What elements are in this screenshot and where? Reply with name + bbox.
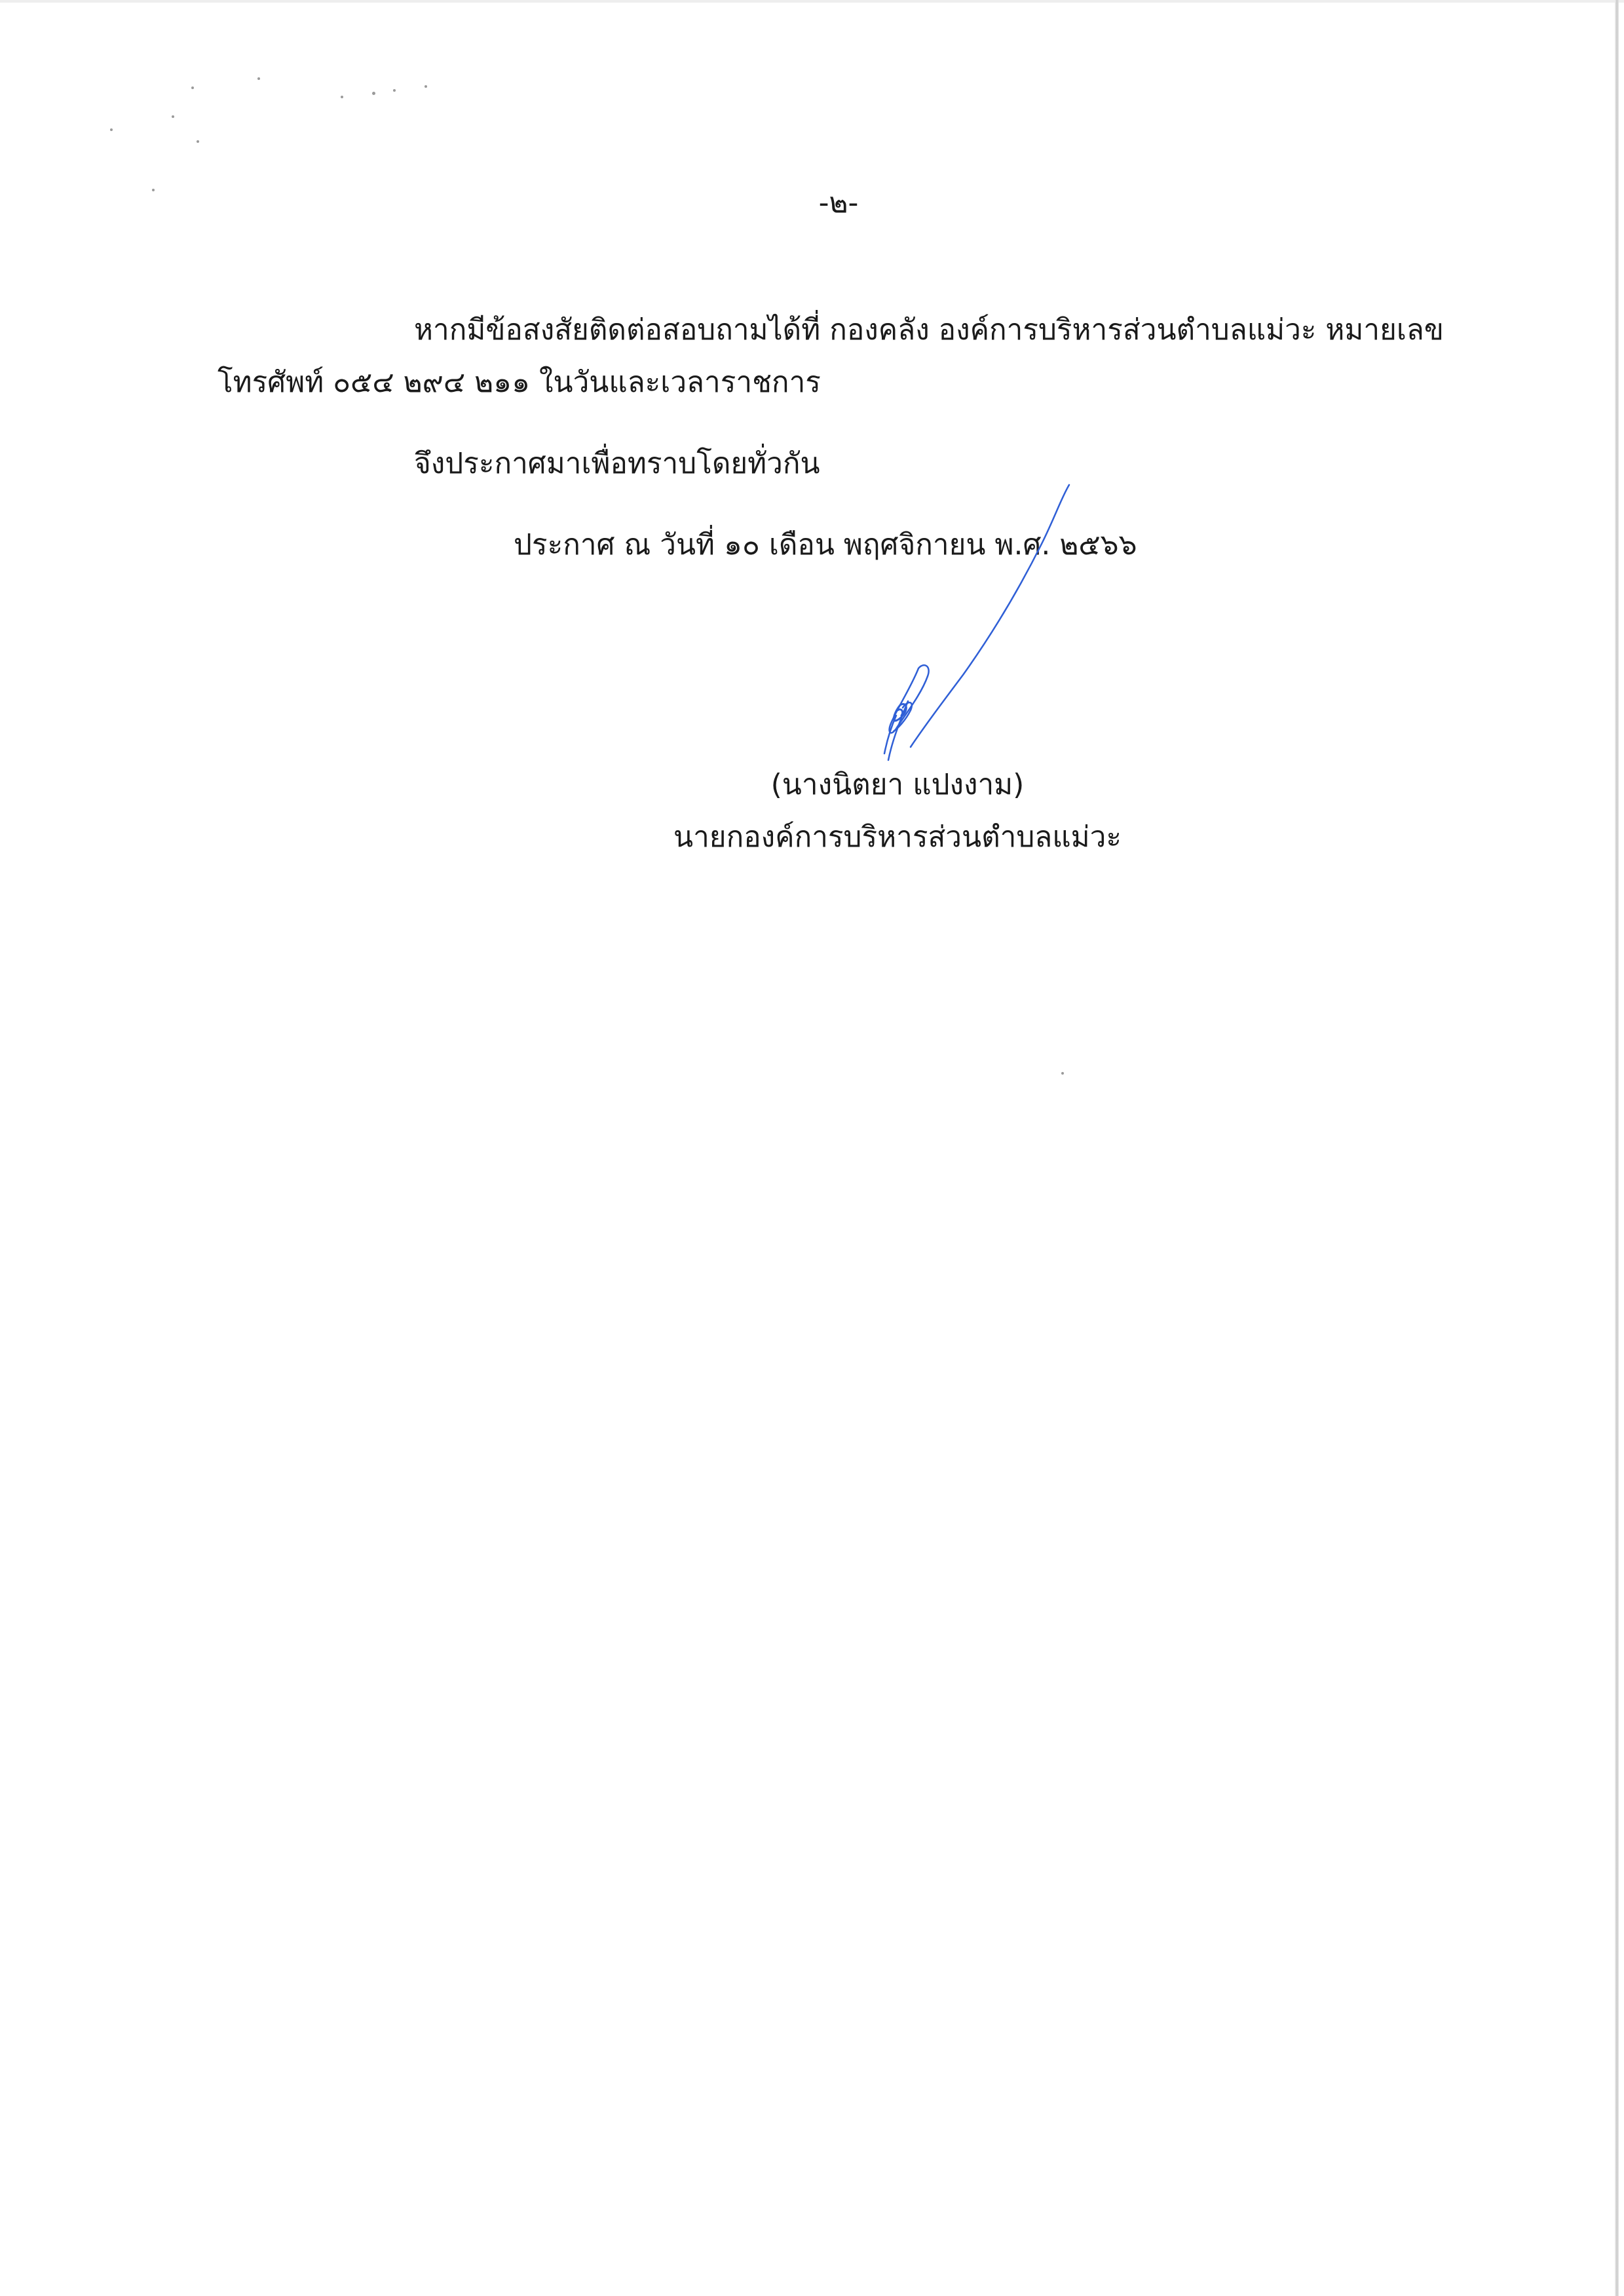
scan-speck <box>393 89 396 92</box>
signatory-name: (นางนิตยา แปงงาม) <box>770 768 1025 801</box>
scan-speck <box>257 77 260 80</box>
scan-speck <box>1061 1072 1064 1075</box>
handwritten-signature <box>845 472 1107 813</box>
scan-speck <box>425 85 427 88</box>
scan-speck <box>110 128 113 131</box>
announcement-date-line: ประกาศ ณ วันที่ ๑๐ เดือน พฤศจิกายน พ.ศ. ๒๕๖๖ <box>514 528 1137 562</box>
announcement-line: จึงประกาศมาเพื่อทราบโดยทั่วกัน <box>414 447 820 480</box>
scan-right-edge <box>1615 0 1619 2296</box>
scan-top-edge <box>0 0 1624 3</box>
body-paragraph-line-1: หากมีข้อสงสัยติดต่อสอบถามได้ที่ กองคลัง องค์การบริหารส่วนตำบลแม่วะ หมายเลข <box>414 313 1444 347</box>
scan-speck <box>372 92 375 95</box>
page-number: -๒- <box>818 186 859 220</box>
scan-speck <box>172 115 174 118</box>
body-paragraph-line-2: โทรศัพท์ ๐๕๔ ๒๙๔ ๒๑๑ ในวันและเวลาราชการ <box>217 366 821 399</box>
scan-speck <box>197 140 199 143</box>
scan-speck <box>191 86 194 89</box>
scan-speck <box>341 96 343 98</box>
signatory-position: นายกองค์การบริหารส่วนตำบลแม่วะ <box>673 820 1122 854</box>
